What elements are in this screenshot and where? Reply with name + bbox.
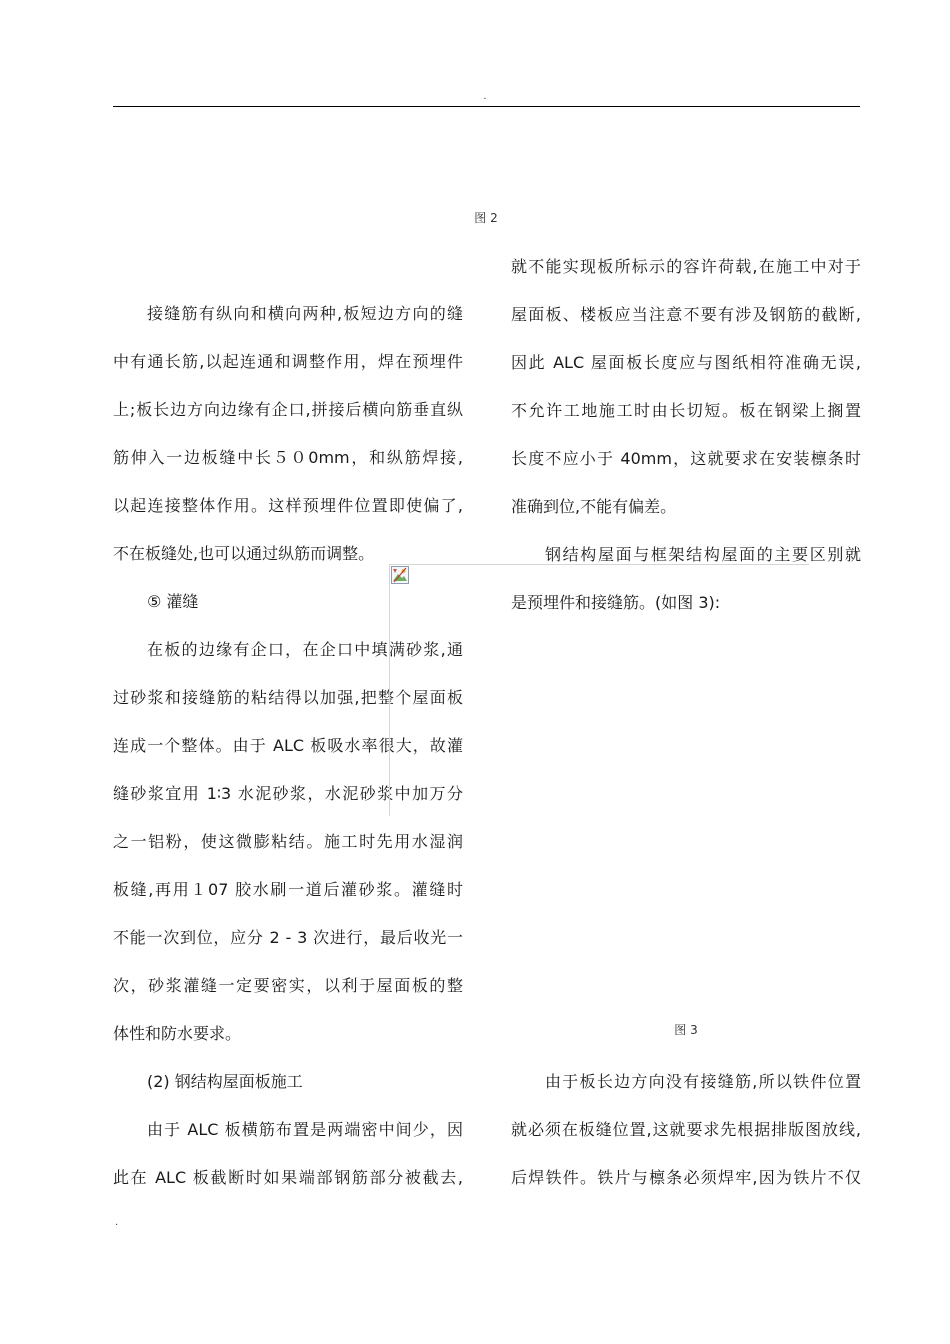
figure-2-caption: 图 2 [474, 211, 498, 225]
paragraph-line: 不能一次到位，应分 2 - 3 次进行，最后收光一 [113, 928, 463, 947]
paragraph-line: 此在 ALC 板截断时如果端部钢筋部分被截去, [113, 1168, 463, 1187]
paragraph-line: 由于板长边方向没有接缝筋,所以铁件位置 [545, 1072, 861, 1091]
paragraph-line: 由于 ALC 板横筋布置是两端密中间少，因 [147, 1120, 463, 1139]
paragraph-line: 屋面板、楼板应当注意不要有涉及钢筋的截断, [511, 305, 861, 324]
paragraph-line: 之一铝粉，使这微膨粘结。施工时先用水湿润 [113, 832, 463, 851]
paragraph-line: 不在板缝处,也可以通过纵筋而调整。 [113, 544, 375, 563]
paragraph-line: 中有通长筋,以起连通和调整作用，焊在预埋件 [113, 352, 463, 371]
paragraph-line: 钢结构屋面与框架结构屋面的主要区别就 [545, 545, 861, 564]
paragraph-line: 因此 ALC 屋面板长度应与图纸相符准确无误, [511, 353, 861, 372]
paragraph-line: 以起连接整体作用。这样预埋件位置即使偏了, [113, 496, 463, 515]
paragraph-line: 板缝,再用１07 胶水刷一道后灌砂浆。灌缝时 [113, 880, 463, 899]
paragraph-line: 后焊铁件。铁片与檩条必须焊牢,因为铁片不仅 [511, 1168, 861, 1187]
paragraph-line: 筋伸入一边板缝中长５０0mm，和纵筋焊接, [113, 448, 463, 467]
paragraph-line: 准确到位,不能有偏差。 [511, 497, 677, 516]
paragraph-line: 接缝筋有纵向和横向两种,板短边方向的缝 [147, 304, 463, 323]
paragraph-line: 在板的边缘有企口，在企口中填满砂浆,通 [147, 640, 463, 659]
paragraph-line: 体性和防水要求。 [113, 1024, 242, 1043]
paragraph-line: 上;板长边方向边缘有企口,拼接后横向筋垂直纵 [113, 400, 463, 419]
paragraph-line: 长度不应小于 40mm，这就要求在安装檩条时 [511, 449, 861, 468]
paragraph-line: 过砂浆和接缝筋的粘结得以加强,把整个屋面板 [113, 688, 463, 707]
broken-image-icon [391, 566, 409, 584]
section-heading: (2) 钢结构屋面板施工 [147, 1072, 303, 1091]
image-placeholder [389, 564, 809, 816]
header-rule [113, 106, 860, 107]
header-mark: . [483, 91, 487, 102]
paragraph-line: 是预埋件和接缝筋。(如图 3): [511, 593, 721, 612]
paragraph-line: 缝砂浆宜用 1∶3 水泥砂浆，水泥砂浆中加万分 [113, 784, 463, 803]
paragraph-line: 就不能实现板所标示的容许荷载,在施工中对于 [511, 257, 861, 276]
figure-3-caption: 图 3 [674, 1023, 698, 1037]
section-heading: ⑤ 灌缝 [147, 592, 199, 611]
paragraph-line: 次，砂浆灌缝一定要密实，以利于屋面板的整 [113, 976, 463, 995]
paragraph-line: 不允许工地施工时由长切短。板在钢梁上搁置 [511, 401, 861, 420]
paragraph-line: 连成一个整体。由于 ALC 板吸水率很大，故灌 [113, 736, 463, 755]
footer-mark: . [115, 1217, 119, 1228]
paragraph-line: 就必须在板缝位置,这就要求先根据排版图放线, [511, 1120, 861, 1139]
